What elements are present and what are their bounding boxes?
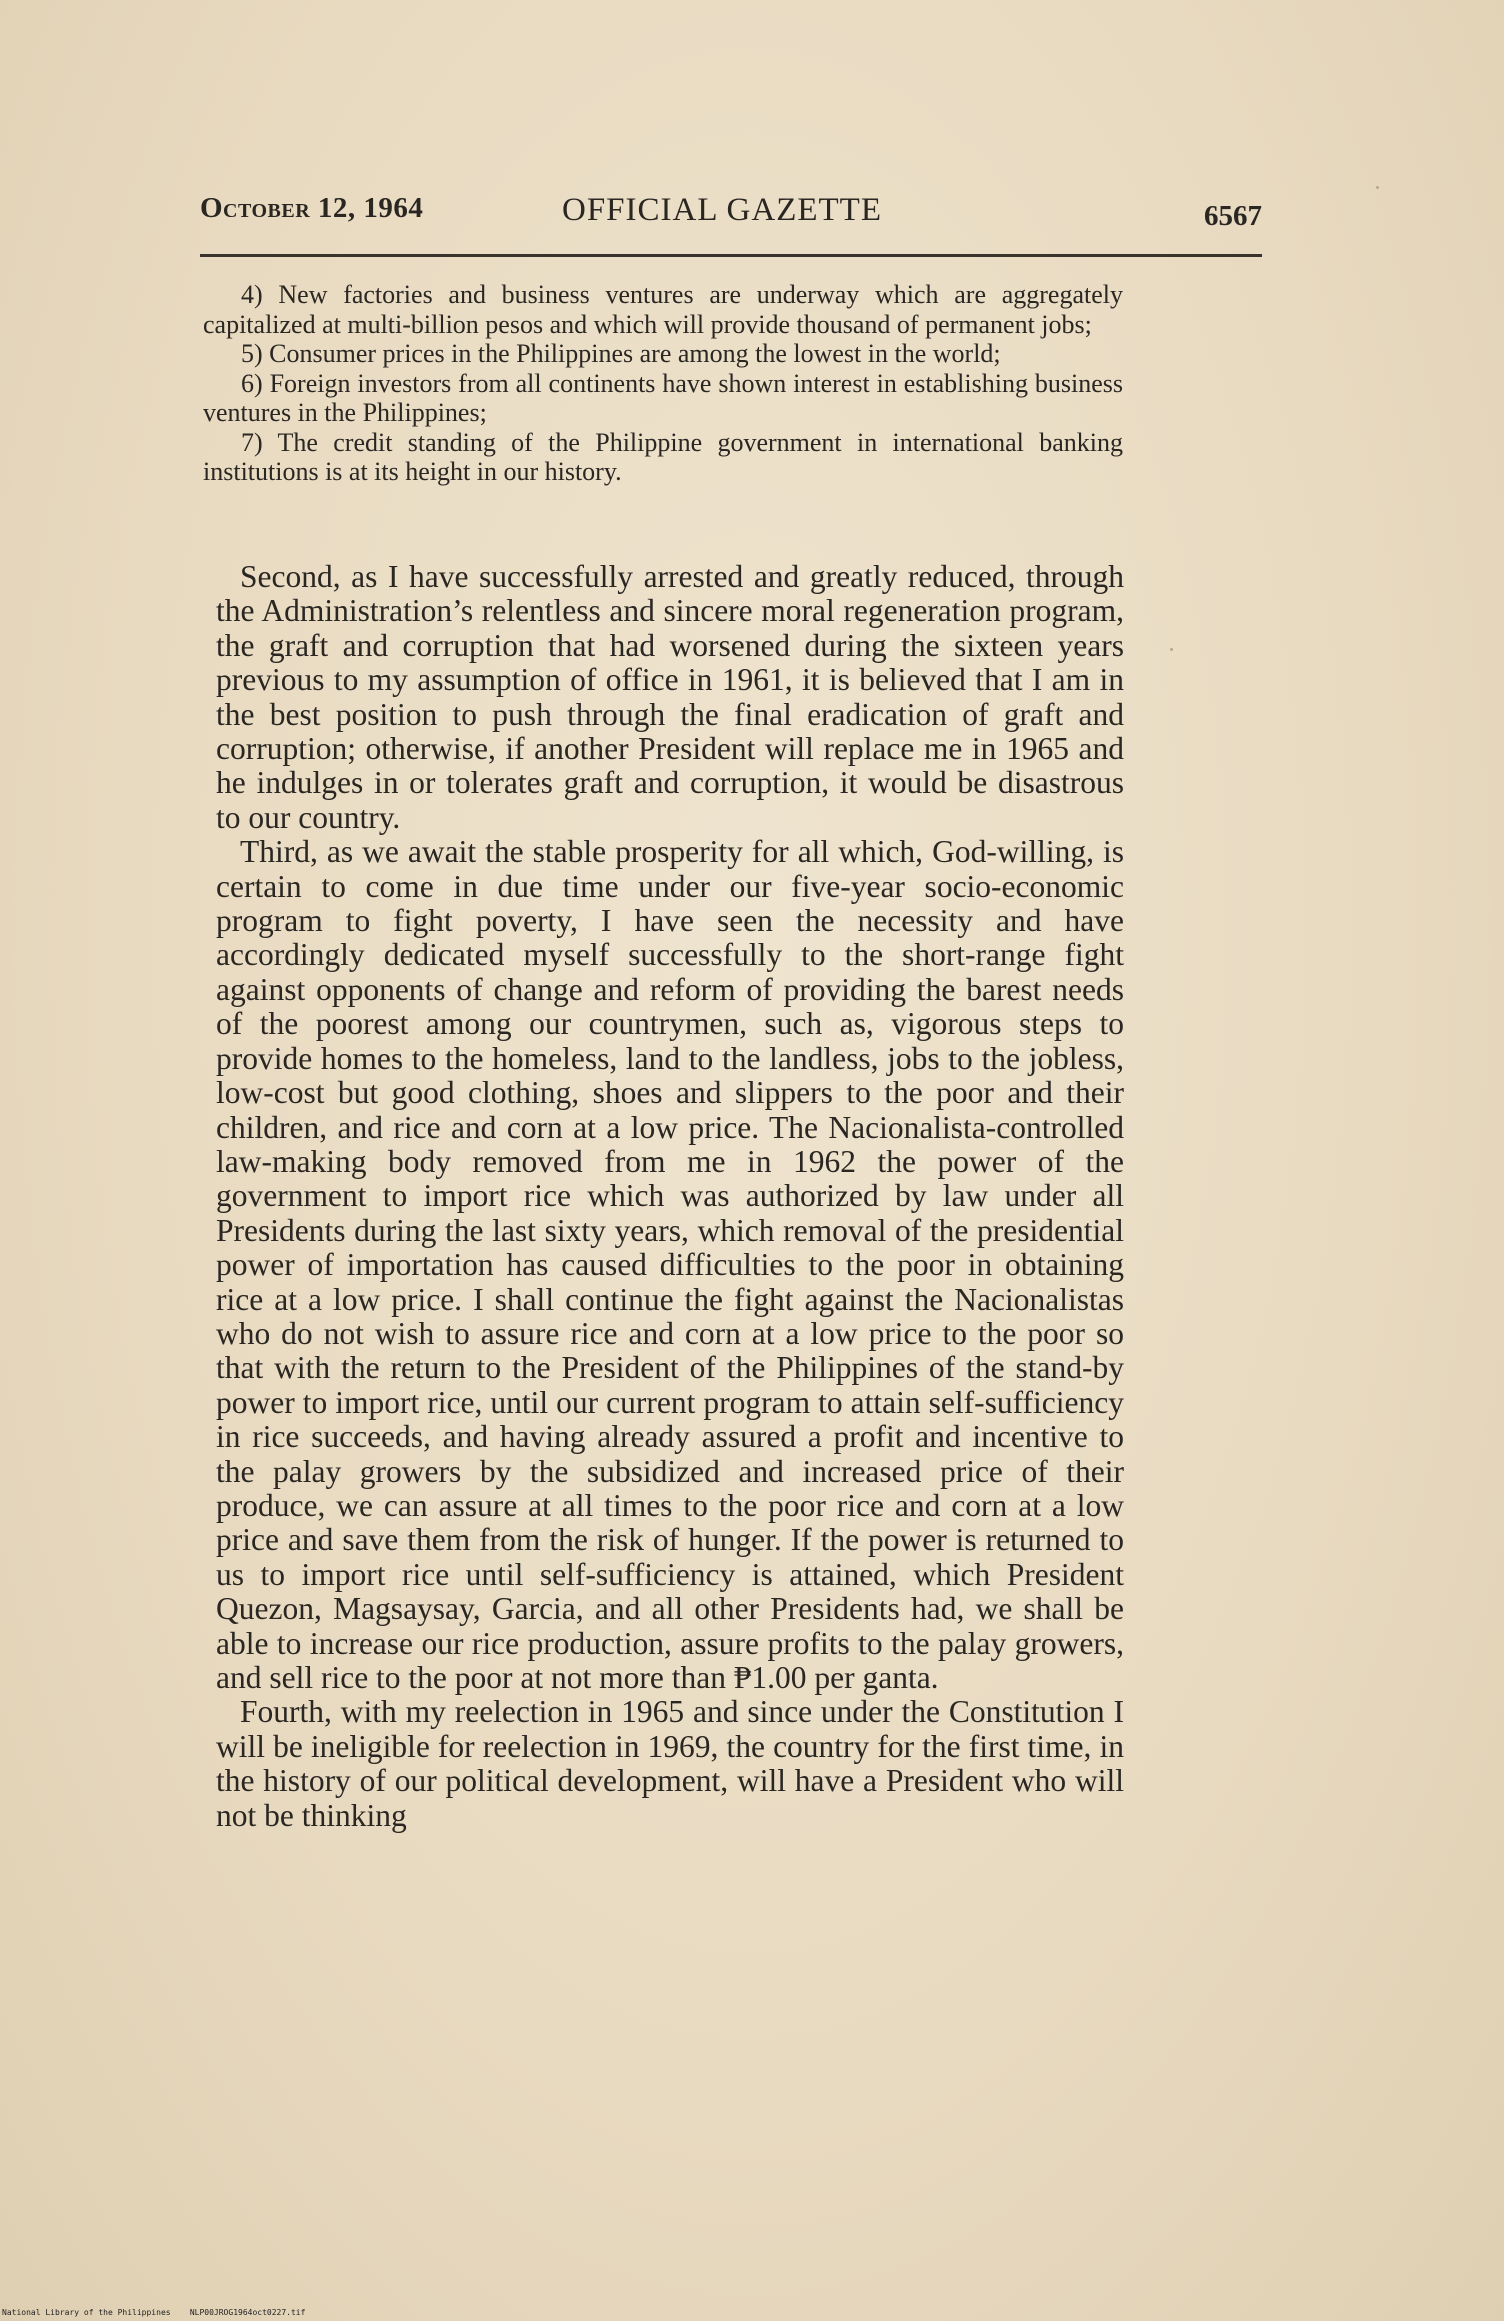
page-header xyxy=(200,192,1262,236)
issue-date: October 12, 1964 xyxy=(200,192,424,224)
publication-title: OFFICIAL GAZETTE xyxy=(562,192,882,228)
list-item: 6) Foreign investors from all continents have shown interest in establishing business ventures in the Philippines; xyxy=(203,368,1123,427)
paper-speck xyxy=(1376,186,1379,189)
paragraph-fourth: Fourth, with my reelection in 1965 and since under the Constitution I will be ineligible for reelection in 1969, the country for the first time, in the history of our political development, will have a President who will not be thinking xyxy=(216,1694,1124,1833)
list-item: 5) Consumer prices in the Philippines are among the lowest in the world; xyxy=(241,339,1001,368)
list-item: 4) New factories and business ventures are underway which are aggregately capitalized at multi-billion pesos and which will provide thousand of permanent jobs; xyxy=(203,280,1123,339)
file-id: NLP00JROG1964oct0227.tif xyxy=(189,2308,306,2317)
header-rule xyxy=(200,254,1262,257)
library-name: National Library of the Philippines xyxy=(2,2308,171,2317)
scan-footer xyxy=(2,2308,502,2317)
paragraph-second: Second, as I have successfully arrested and greatly reduced, through the Administration’s relentless and sincere moral regeneration program, the graft and corruption that had worsened during the sixteen years previous to my assumption of office in 1961, it is believed that I am in the best position to push through the final eradication of graft and corruption; otherwise, if another President will replace me in 1965 and he indulges in or tolerates graft and corruption, it would be disastrous to our country. xyxy=(216,559,1124,835)
list-item: 7) The credit standing of the Philippine government in international banking institutions is at its height in our history. xyxy=(203,427,1123,486)
paper-speck xyxy=(1170,648,1173,651)
paragraph-third: Third, as we await the stable prosperity for all which, God-willing, is certain to come in due time under our five-year socio-economic program to fight poverty, I have seen the necessity and have accordingly dedicated myself successfully to the short-range fight against opponents of change and reform of providing the barest needs of the poorest among our countrymen, such as, vigorous steps to provide homes to the homeless, land to the landless, jobs to the jobless, low-cost but good clothing, shoes and slippers to the poor and their children, and rice and corn at a low price. The Nacionalista-controlled law-making body removed from me in 1962 the power of the government to import rice which was authorized by law under all Presidents during the last sixty years, which removal of the presidential power of importation has caused difficulties to the poor in obtaining rice at a low price. I shall continue the fight against the Nacionalistas who do not wish to assure rice and corn at a low price to the poor so that with the return to the President of the Philippines of the stand-by power to import rice, until our current program to attain self-sufficiency in rice succeeds, and having already assured a profit and incentive to the palay growers by the subsidized and increased price of their produce, we can assure at all times to the poor rice and corn at a low price and save them from the risk of hunger. If the power is returned to us to import rice until self-sufficiency is attained, which President Quezon, Magsaysay, Garcia, and all other Presidents had, we shall be able to increase our rice production, assure profits to the palay growers, and sell rice to the poor at not more than ₱1.00 per ganta. xyxy=(216,834,1124,1695)
page-number: 6567 xyxy=(1204,200,1262,232)
body-text xyxy=(216,560,1124,1833)
numbered-list xyxy=(203,280,1123,487)
